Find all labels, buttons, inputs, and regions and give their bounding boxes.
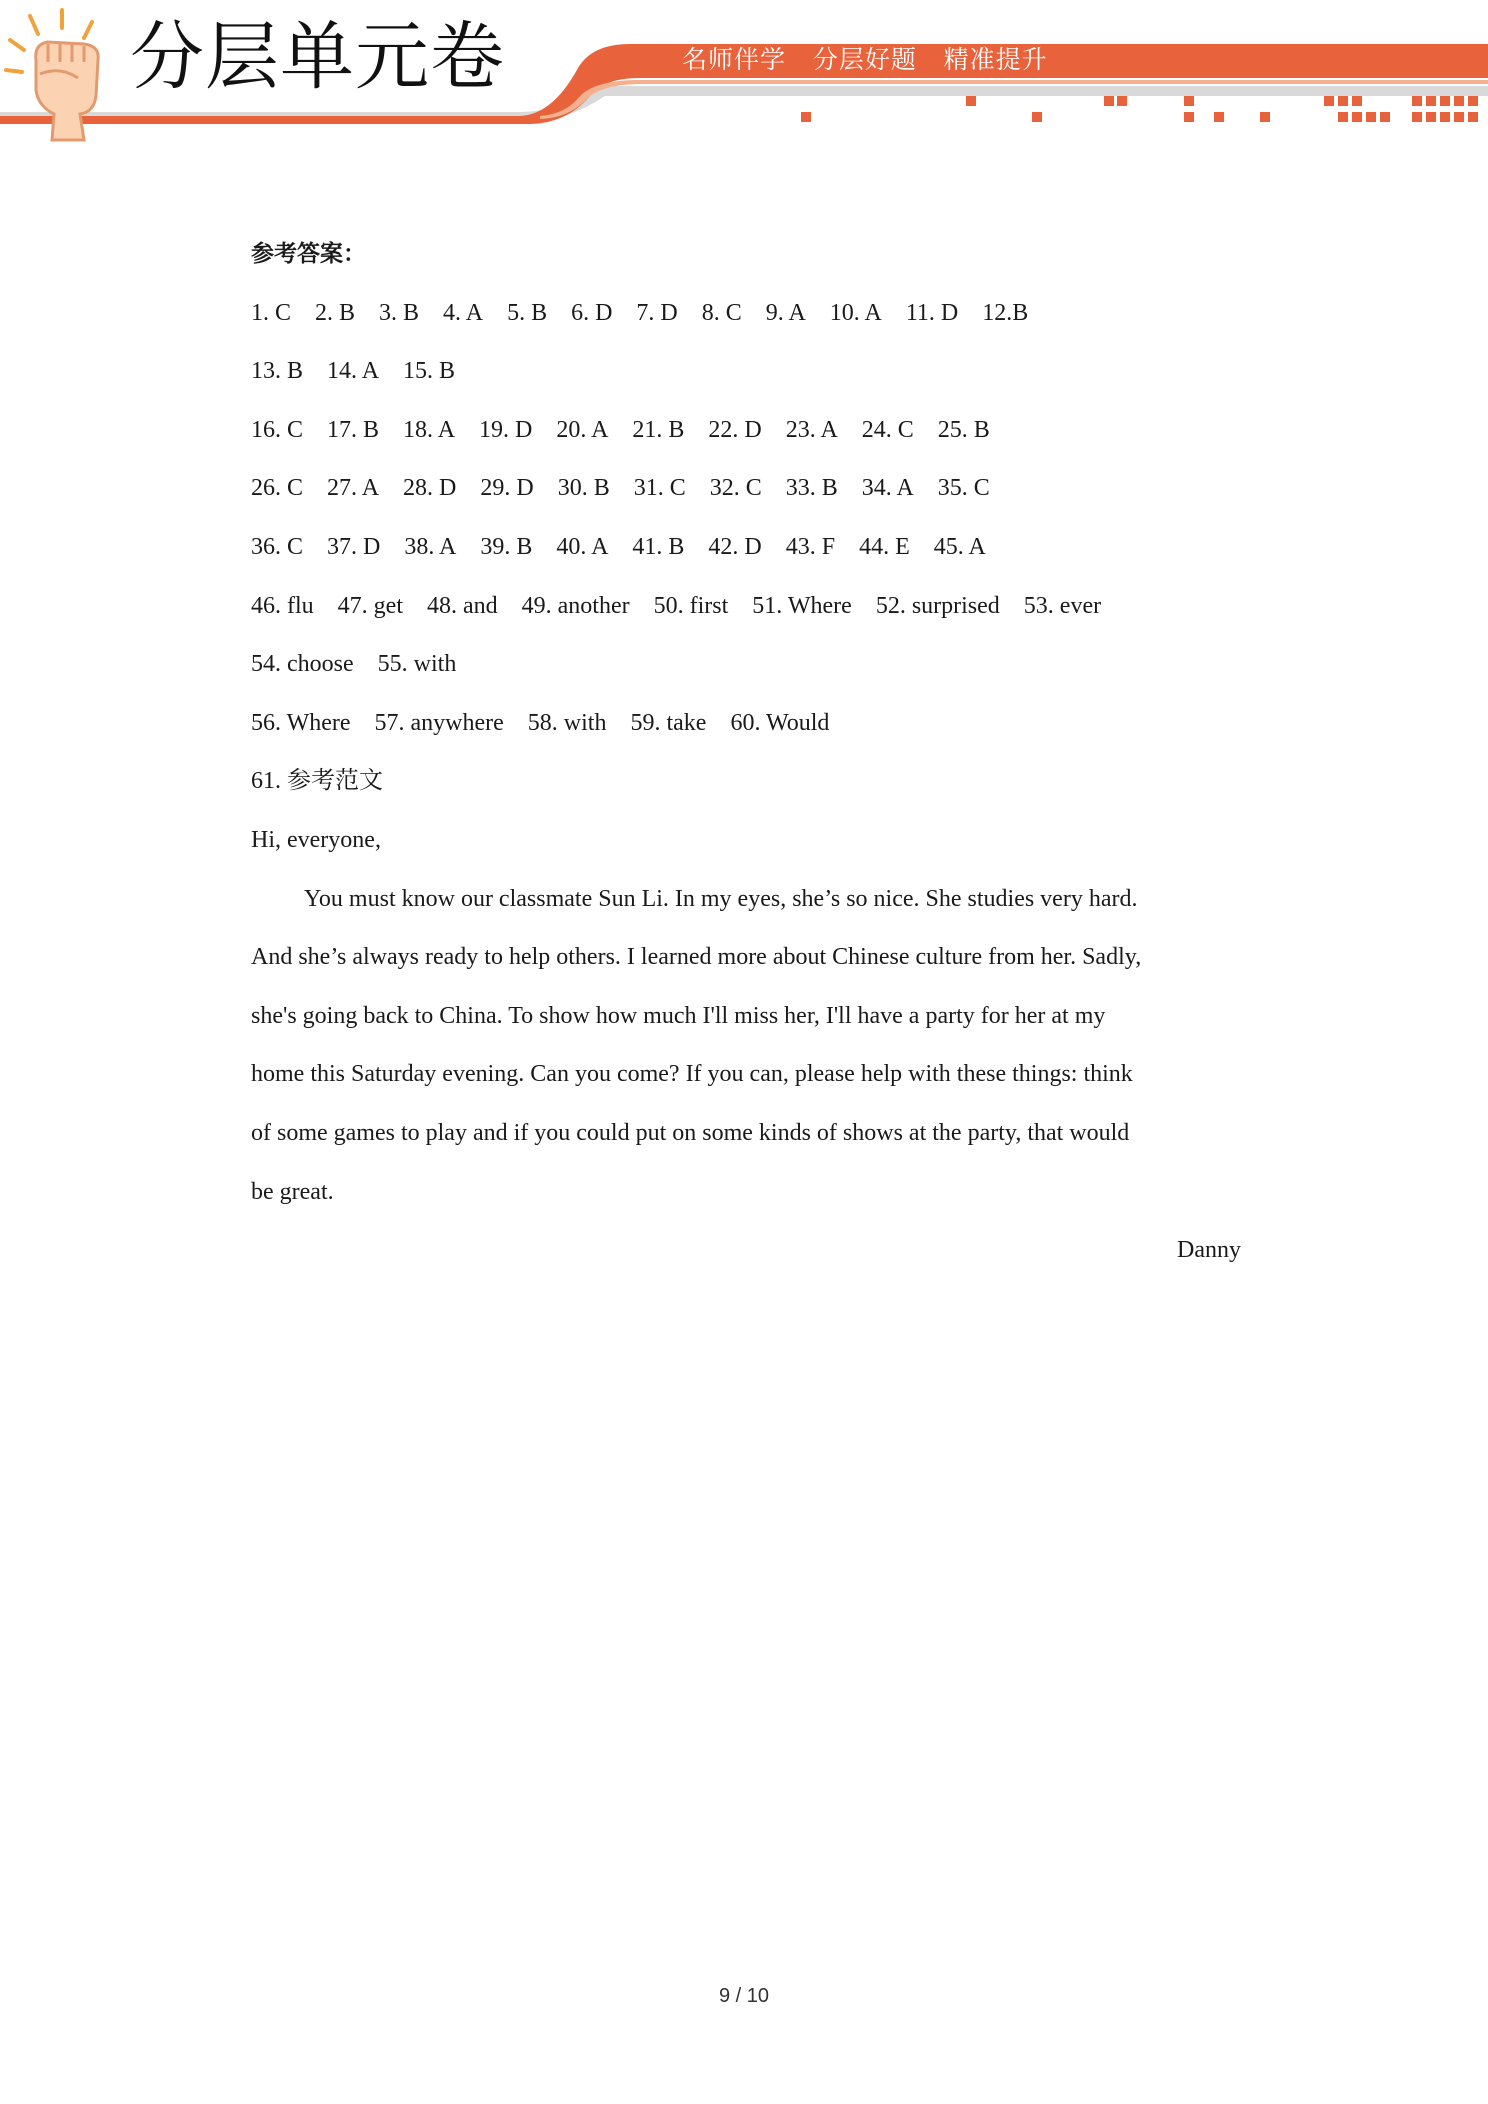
answer-item: 2. B	[315, 299, 356, 326]
answer-item: 56. Where	[251, 709, 351, 736]
answer-item: 45. A	[933, 533, 986, 560]
answer-item: 8. C	[701, 299, 742, 326]
answer-item: 42. D	[708, 533, 762, 560]
answer-item: 40. A	[556, 533, 609, 560]
answer-row	[251, 459, 1241, 518]
essay-continuation	[251, 928, 1241, 1221]
answer-item: 12.B	[982, 299, 1029, 326]
answer-item: 21. B	[632, 416, 685, 443]
answer-item: 3. B	[379, 299, 420, 326]
essay-body	[251, 870, 1226, 929]
answer-item: 44. E	[859, 533, 910, 560]
answer-item: 18. A	[403, 416, 456, 443]
answer-key	[251, 284, 1241, 753]
answer-item: 1. C	[251, 299, 292, 326]
answer-item: 31. C	[633, 475, 686, 502]
answer-item: 10. A	[829, 299, 882, 326]
answer-item: 28. D	[403, 475, 457, 502]
answer-item: 11. D	[905, 299, 959, 326]
answer-row	[251, 577, 1241, 636]
answer-item: 14. A	[327, 358, 380, 385]
answer-item: 52. surprised	[875, 592, 1000, 619]
essay-line: You must know our classmate Sun Li. In my eyes, she’s so nice. She studies very hard.	[304, 885, 1138, 912]
answer-item: 47. get	[337, 592, 403, 619]
essay-label: 61. 参考范文	[251, 768, 383, 795]
answer-item: 30. B	[557, 475, 610, 502]
answer-item: 4. A	[443, 299, 484, 326]
essay-line: And she’s always ready to help others. I learned more about Chinese culture from her. Sadly,	[251, 944, 1142, 971]
answer-item: 22. D	[708, 416, 762, 443]
page-number: 9 / 10	[718, 1985, 770, 2007]
answer-item: 58. with	[527, 709, 607, 736]
answer-item: 5. B	[507, 299, 548, 326]
answer-row	[251, 284, 1241, 343]
answer-row	[251, 518, 1241, 577]
brand-title: 分层单元卷	[130, 14, 505, 100]
answer-item: 57. anywhere	[374, 709, 504, 736]
answer-item: 13. B	[251, 358, 304, 385]
answer-item: 15. B	[403, 358, 456, 385]
answer-item: 27. A	[327, 475, 380, 502]
answer-item: 43. F	[785, 533, 836, 560]
answer-item: 19. D	[479, 416, 533, 443]
answer-item: 7. D	[636, 299, 678, 326]
answer-item: 26. C	[251, 475, 304, 502]
answers-heading: 参考答案：	[251, 241, 366, 267]
answer-row	[251, 635, 1241, 694]
answer-item: 36. C	[251, 533, 304, 560]
essay-line: she's going back to China. To show how much I'll miss her, I'll have a party for her at my	[251, 1002, 1106, 1029]
answer-item: 59. take	[630, 709, 707, 736]
answer-item: 49. another	[521, 592, 630, 619]
essay-signature: Danny	[1177, 1237, 1241, 1264]
answer-row	[251, 694, 1241, 753]
essay-line: of some games to play and if you could put on some kinds of shows at the party, that would	[251, 1119, 1130, 1146]
answer-item: 37. D	[327, 533, 381, 560]
essay-greeting: Hi, everyone,	[251, 826, 381, 853]
answer-row	[251, 342, 1241, 401]
answer-item: 25. B	[937, 416, 990, 443]
answer-item: 54. choose	[251, 651, 354, 678]
answer-item: 55. with	[377, 651, 457, 678]
answer-item: 39. B	[480, 533, 533, 560]
answer-content	[251, 225, 1241, 1280]
answer-item: 46. flu	[251, 592, 314, 619]
essay-line: home this Saturday evening. Can you come? If you can, please help with these things: think	[251, 1061, 1133, 1088]
answer-item: 38. A	[404, 533, 457, 560]
answer-item: 34. A	[861, 475, 914, 502]
answer-item: 6. D	[571, 299, 613, 326]
brand-slogan: 名师伴学 分层好题 精准提升	[682, 45, 1048, 74]
answer-item: 51. Where	[752, 592, 852, 619]
answer-item: 17. B	[327, 416, 380, 443]
answer-item: 24. C	[861, 416, 914, 443]
answer-item: 53. ever	[1023, 592, 1102, 619]
answer-item: 20. A	[556, 416, 609, 443]
answer-item: 35. C	[937, 475, 990, 502]
answer-item: 23. A	[785, 416, 838, 443]
answer-row	[251, 401, 1241, 460]
essay-line: be great.	[251, 1178, 334, 1205]
answer-item: 50. first	[653, 592, 729, 619]
answer-item: 9. A	[765, 299, 806, 326]
answer-item: 41. B	[632, 533, 685, 560]
answer-item: 32. C	[709, 475, 762, 502]
header-banner	[0, 0, 1488, 150]
answer-item: 29. D	[480, 475, 534, 502]
answer-item: 48. and	[427, 592, 498, 619]
answer-item: 16. C	[251, 416, 304, 443]
answer-item: 33. B	[785, 475, 838, 502]
decor-squares	[801, 96, 1478, 122]
answer-item: 60. Would	[730, 709, 830, 736]
